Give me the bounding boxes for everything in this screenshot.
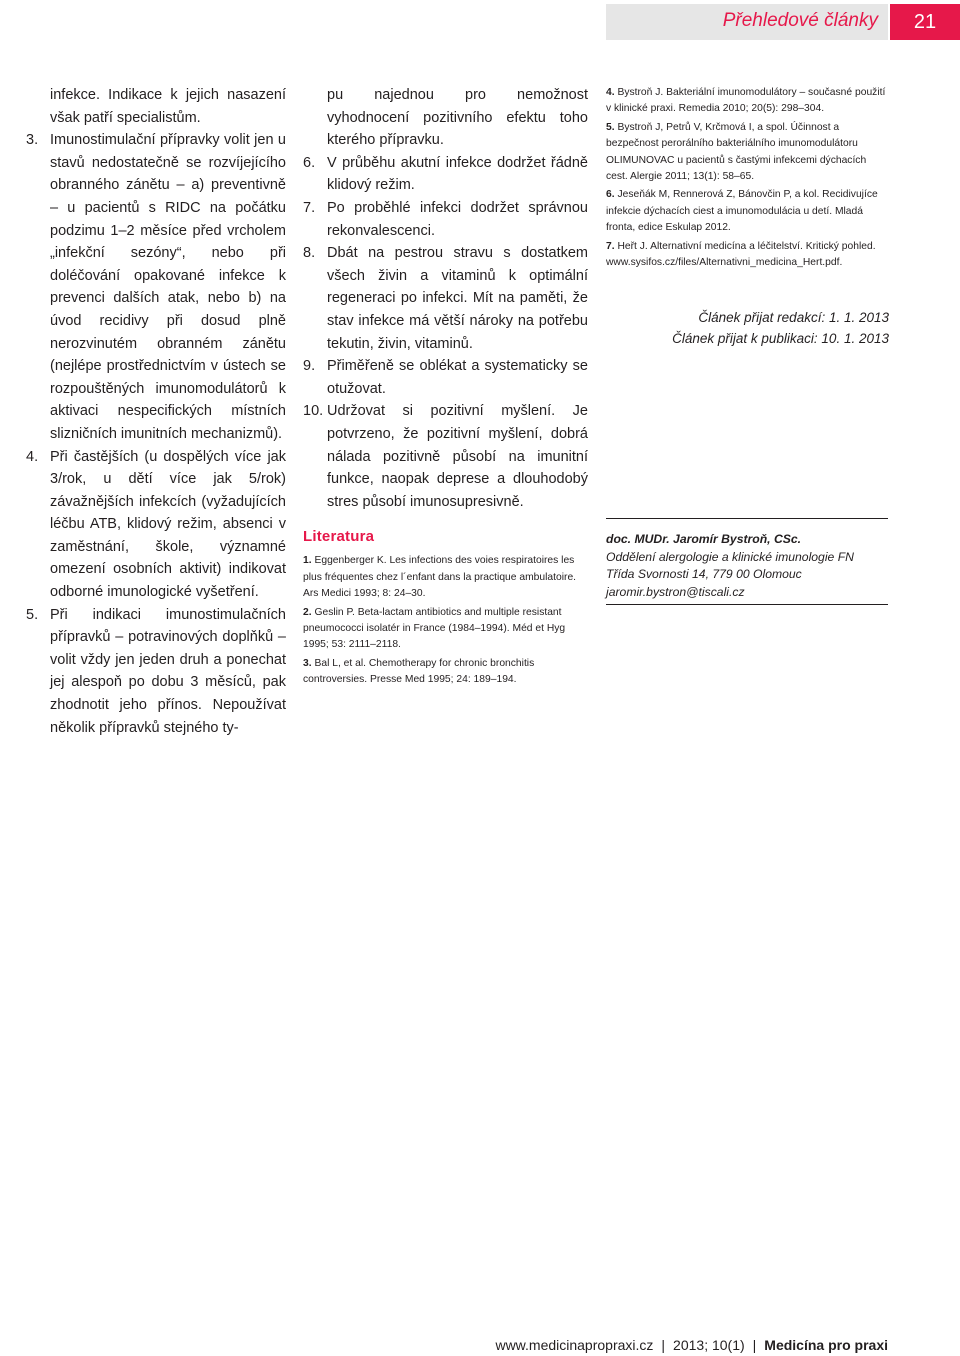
list-item-10 — [303, 400, 588, 513]
column-2 — [303, 84, 588, 691]
reference-text: Heřt J. Alternativní medicína a léčitelství. Kritický pohled. www.sysifos.cz/files/Alternativni_medicina_Hert.pdf. — [606, 240, 876, 269]
author-divider-bottom — [606, 604, 888, 605]
section-title: Přehledové články — [722, 10, 878, 31]
list-text: Při častějších (u dospělých více jak 3/rok, u dětí více jak 5/rok) závažnějších infekcích (vyžadujících léčbu ATB, klidový režim, absenci v zaměstnání, škole, významné omezení osobních aktivit) indikovat odborné imunologické vyšetření. — [50, 448, 286, 601]
reference-2 — [303, 605, 588, 654]
reference-number: 7. — [606, 240, 615, 252]
list-item-8 — [303, 242, 588, 355]
footer-issue: 2013; 10(1) — [673, 1337, 745, 1353]
continuation-paragraph — [303, 84, 588, 152]
list-text: Imunostimulační přípravky volit jen u stavů nedostatečně se rozvíjejícího obranného zánětu – a) preventivně – u pacientů s RIDC na počátku podzimu 1–2 měsíce před vrcholem „infekční sezóny“, nebo při doléčování opakované infekce k prevenci dalších atak, nebo b) na úvod recidivy při dosud plně nerozvinutém obranném zánětu (nejlépe prostřednictvím v ústech se rozpouštěných imunomodulátorů k aktivaci nespecifických místních slizničních imunitních mechanizmů). — [50, 132, 286, 442]
footer-website[interactable]: www.medicinapropraxi.cz — [495, 1337, 654, 1353]
reference-1 — [303, 553, 588, 602]
author-email[interactable]: jaromir.bystron@tiscali.cz — [606, 584, 745, 599]
reference-number: 4. — [606, 87, 615, 98]
list-text: Po proběhlé infekci dodržet správnou rekonvalescenci. — [327, 199, 588, 239]
reference-number: 6. — [606, 189, 615, 201]
reference-text: Bystroň J. Bakteriální imunomodulátory – současné použití v klinické praxi. Remedia 2010; 20(5): 298–304. — [606, 87, 886, 115]
intro-paragraph — [26, 84, 286, 129]
continuation-text: pu najednou pro nemožnost vyhodnocení pozitivního efektu toho kterého přípravku. — [327, 87, 588, 149]
author-address: Třída Svornosti 14, 779 00 Olomouc — [606, 567, 802, 581]
reference-5 — [606, 120, 889, 186]
reference-number: 2. — [303, 606, 312, 618]
footer-separator: | — [661, 1337, 666, 1353]
list-text: Při indikaci imunostimulačních přípravků – potravinových doplňků – volit vždy jen jeden druh a ponechat jej alespoň po dobu 3 měsíců, pak zhodnotit jeho přínos. Nepoužívat několik přípravků stejného ty- — [50, 606, 286, 736]
list-number: 5. — [26, 606, 39, 623]
list-text: V průběhu akutní infekce dodržet řádně klidový režim. — [327, 154, 588, 194]
page-number: 21 — [890, 4, 960, 40]
article-dates — [606, 307, 889, 349]
author-name: doc. MUDr. Jaromír Bystroň, CSc. — [606, 532, 802, 546]
column-1 — [26, 84, 286, 739]
list-item-9 — [303, 355, 588, 400]
section-header — [606, 4, 888, 40]
reference-text: Bal L, et al. Chemotherapy for chronic bronchitis controversies. Presse Med 1995; 24: 189–194. — [303, 657, 535, 686]
author-block — [606, 531, 889, 601]
list-item-4 — [26, 446, 286, 604]
column-3 — [606, 85, 889, 349]
author-divider-top — [606, 518, 888, 519]
reference-text: Eggenberger K. Les infections des voies respiratoires les plus fréquentes chez l´enfant dans la practique ambulatoire. Ars Medici 1993; 8: 24–30. — [303, 555, 577, 600]
reference-7 — [606, 239, 889, 272]
page-footer — [495, 1337, 888, 1353]
reference-text: Geslin P. Beta-lactam antibiotics and multiple resistant pneumococci isolatér in France (1984–1994). Méd et Hyg 1995; 53: 2111–2118. — [303, 606, 566, 651]
list-item-7 — [303, 197, 588, 242]
intro-text: infekce. Indikace k jejich nasazení však patří specialistům. — [50, 87, 286, 126]
list-text: Přiměřeně se oblékat a systematicky se otužovat. — [327, 358, 588, 397]
reference-6 — [606, 187, 889, 236]
author-department: Oddělení alergologie a klinické imunologie FN — [606, 549, 854, 564]
reference-3 — [303, 656, 588, 689]
footer-journal: Medicína pro praxi — [764, 1337, 888, 1353]
literature-heading: Literatura — [303, 528, 375, 546]
list-number: 6. — [303, 154, 316, 171]
reference-text: Bystroň J, Petrů V, Krčmová I, a spol. Účinnost a bezpečnost perorálního bakteriálního imunomodulátoru OLIMUNOVAC u pacientů s častými infekcemi dýchacích cest. Alergie 2011; 13(1): 58–65. — [606, 121, 867, 183]
footer-separator: | — [752, 1337, 757, 1353]
list-number: 8. — [303, 245, 316, 262]
list-item-3 — [26, 129, 286, 445]
received-date: Článek přijat redakcí: 1. 1. 2013 — [698, 310, 889, 326]
reference-number: 5. — [606, 121, 615, 133]
list-number: 7. — [303, 199, 316, 216]
list-item-6 — [303, 152, 588, 197]
accepted-date: Článek přijat k publikaci: 10. 1. 2013 — [672, 331, 889, 347]
reference-number: 1. — [303, 555, 312, 567]
list-number: 9. — [303, 358, 316, 375]
list-number: 3. — [26, 132, 39, 149]
reference-number: 3. — [303, 657, 312, 669]
list-number: 10. — [303, 403, 324, 420]
list-number: 4. — [26, 448, 39, 465]
reference-4 — [606, 85, 889, 118]
reference-text: Jeseňák M, Rennerová Z, Bánovčin P, a kol. Recidivujíce infekcie dýchacích ciest a imunomodulácia u detí. Mladá fronta, edice Eskulap 2012. — [606, 189, 878, 234]
list-text: Dbát na pestrou stravu s dostatkem všech živin a vitaminů k optimální regeneraci po infekci. Mít na paměti, že stav infekce má větší nároky na potřebu tekutin, živin, vitaminů. — [327, 245, 588, 352]
list-item-5 — [26, 604, 286, 740]
list-text: Udržovat si pozitivní myšlení. Je potvrzeno, že pozitivní myšlení, dobrá nálada pozitivně působí na imunitní funkce, naopak deprese a dlouhodobý stres působí imunosupresivně. — [327, 403, 588, 510]
